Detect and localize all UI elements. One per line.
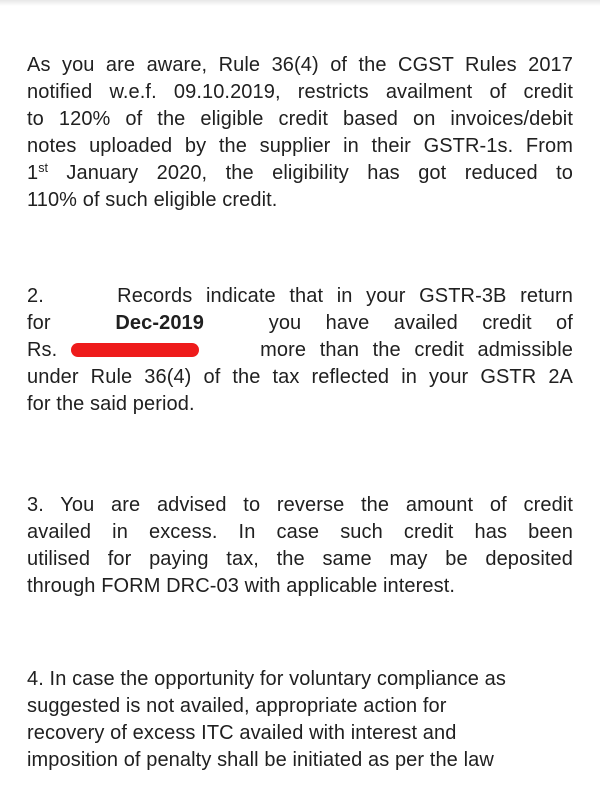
- p2-line-3-rest: more than the credit admissible: [260, 339, 573, 361]
- p2-line-4: under Rule 36(4) of the tax reflected in your GSTR 2A: [27, 366, 573, 388]
- p2-line-1-rest: Records indicate that in your GSTR-3B return: [117, 285, 573, 307]
- date-number: 1: [27, 162, 39, 184]
- p2-line-2: [27, 310, 573, 337]
- para2-number: 2.: [27, 285, 44, 307]
- gap-spacer: [75, 328, 91, 329]
- p2-line-3: [27, 337, 573, 364]
- p2-line-2-pre: for: [27, 312, 51, 334]
- p3-line-3: utilised for paying tax, the same may be deposited: [27, 548, 573, 570]
- p4-line-4: imposition of penalty shall be initiated as per the law: [27, 749, 494, 771]
- return-period: Dec-2019: [115, 312, 205, 334]
- p2-line-1: [27, 283, 573, 310]
- photo-top-edge: [0, 0, 600, 6]
- p1-line-2: notified w.e.f. 09.10.2019, restricts availment of credit: [27, 81, 573, 103]
- p1-last-line: 110% of such eligible credit.: [27, 189, 278, 211]
- notice-document: [0, 52, 600, 774]
- p1-line-5-rest: January 2020, the eligibility has got reduced to: [66, 162, 573, 184]
- p3-line-2: availed in excess. In case such credit has been: [27, 521, 573, 543]
- p2-line-2-rest: you have availed credit of: [268, 312, 573, 334]
- gap-spacer: [213, 355, 247, 356]
- paragraph-4: [27, 666, 573, 774]
- gap-spacer: [228, 328, 244, 329]
- paragraph-1: [27, 52, 573, 214]
- p2-last-line: for the said period.: [27, 393, 195, 415]
- p4-line-2: suggested is not availed, appropriate action for: [27, 695, 447, 717]
- paragraph-3: [27, 492, 573, 600]
- p1-line-5: [27, 160, 573, 187]
- p4-line-1: 4. In case the opportunity for voluntary compliance as: [27, 668, 506, 690]
- redaction-bar: [71, 343, 199, 357]
- p3-line-1: 3. You are advised to reverse the amount of credit: [27, 494, 573, 516]
- tab-spacer: [58, 301, 104, 302]
- paragraph-2: [27, 283, 573, 418]
- ordinal-superscript: st: [38, 161, 48, 175]
- currency-label: Rs.: [27, 339, 58, 361]
- p4-line-3: recovery of excess ITC availed with interest and: [27, 722, 457, 744]
- p3-last-line: through FORM DRC-03 with applicable interest.: [27, 575, 456, 597]
- p1-line-3: to 120% of the eligible credit based on invoices/debit: [27, 108, 573, 130]
- p1-line-1: As you are aware, Rule 36(4) of the CGST Rules 2017: [27, 54, 573, 76]
- p1-line-4: notes uploaded by the supplier in their GSTR-1s. From: [27, 135, 573, 157]
